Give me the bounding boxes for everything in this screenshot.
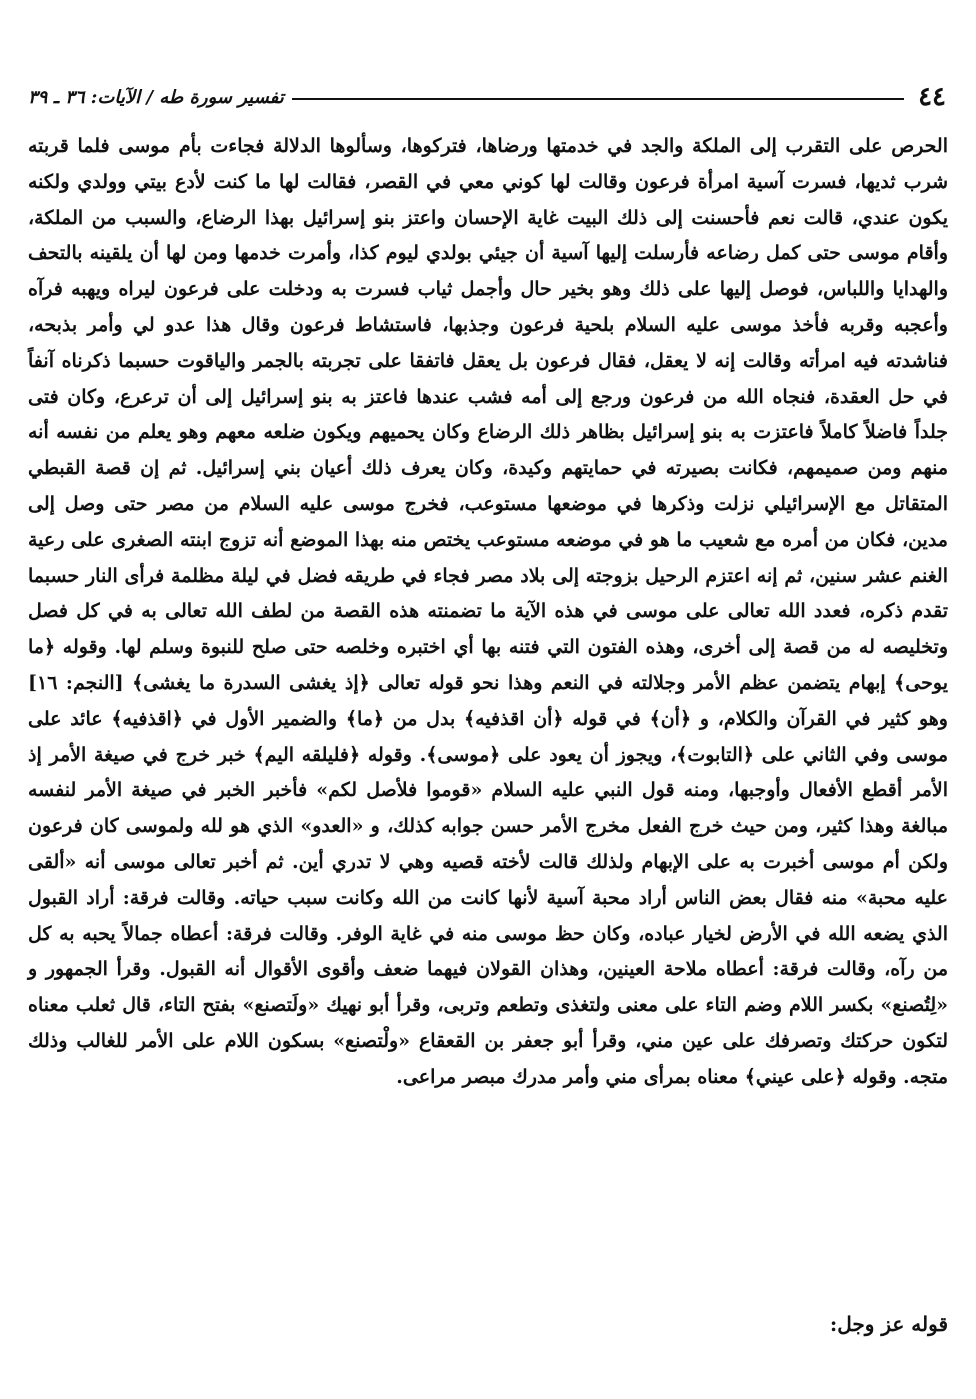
body-text [28, 129, 948, 1096]
body-paragraph: الحرص على التقرب إلى الملكة والجد في خدمتها ورضاها، فتركوها، وسألوها الدلالة فجاءت بأم موسى فلما قربته شرب ثديها، فسرت آسية امرأة فرعون وقالت لها كوني معي في القصر، فقالت لها ما كنت لأدع بيتي وولدي ولكنه يكون عندي، قالت نعم فأحسنت إلى ذلك البيت غاية الإحسان واعتز بنو إسرائيل بهذا الرضاع، والسبب من الملكة، وأقام موسى حتى كمل رضاعه فأرسلت إليها آسية أن جيئي بولدي ليوم كذا، وأمرت خدمها ومن لها أن يلقينه بالتحف والهدايا واللباس، فوصل إليها على ذلك وهو بخير حال وأجمل ثياب فسرت به ودخلت على فرعون ليراه ويهبه فرآه وأعجبه وقربه فأخذ موسى عليه السلام بلحية فرعون وجذبها، فاستشاط فرعون وقال هذا عدو لي وأمر بذبحه، فناشدته فيه امرأته وقالت إنه لا يعقل، فقال فرعون بل يعقل فاتفقا على تجربته بالجمر والياقوت حسبما ذكرناه آنفاً في حل العقدة، فنجاه الله من فرعون ورجع إلى أمه فشب عندها فاعتز به بنو إسرائيل إلى أن ترعرع، وكان فتى جلداً فاضلاً كاملاً فاعتزت به بنو إسرائيل بظاهر ذلك الرضاع وكان يحميهم ويكون ضلعه معهم وهو يعلم من نفسه أنه منهم ومن صميمهم، فكانت بصيرته في حمايتهم وكيدة، وكان يعرف ذلك أعيان بني إسرائيل. ثم إن قصة القبطي المتقاتل مع الإسرائيلي نزلت وذكرها في موضعها مستوعب، فخرج موسى عليه السلام من مصر حتى وصل إلى مدين، فكان من أمره مع شعيب ما هو في موضعه مستوعب يختص منه بهذا الموضع أنه تزوج ابنته الصغرى على رعية الغنم عشر سنين، ثم إنه اعتزم الرحيل بزوجته إلى بلاد مصر فجاء في طريقه فضل في ليلة مظلمة فرأى النار حسبما تقدم ذكره، فعدد الله تعالى على موسى في هذه الآية ما تضمنته هذه القصة من لطف الله تعالى به في كل فصل وتخليصه له من قصة إلى أخرى، وهذه الفتون التي فتنه بها أي اختبره وخلصه حتى صلح للنبوة وسلم لها. وقوله ﴿ما يوحى﴾ إبهام يتضمن عظم الأمر وجلالته في النعم وهذا نحو قوله تعالى ﴿إذ يغشى السدرة ما يغشى﴾ [النجم: ١٦] وهو كثير في القرآن والكلام، و ﴿أن﴾ في قوله ﴿أن اقذفيه﴾ بدل من ﴿ما﴾ والضمير الأول في ﴿اقذفيه﴾ عائد على موسى وفي الثاني على ﴿التابوت﴾، ويجوز أن يعود على ﴿موسى﴾. وقوله ﴿فليلقه اليم﴾ خبر خرج في صيغة الأمر إذ الأمر أقطع الأفعال وأوجبها، ومنه قول النبي عليه السلام «قوموا فلأصل لكم» فأخبر الخبر في صيغة الأمر لنفسه مبالغة وهذا كثير، ومن حيث خرج الفعل مخرج الأمر حسن جوابه كذلك، و «العدو» الذي هو لله ولموسى كان فرعون ولكن أم موسى أخبرت به على الإبهام ولذلك قالت لأخته قصيه وهي لا تدري أين. ثم أخبر تعالى موسى أنه «ألقى عليه محبة» منه فقال بعض الناس أراد محبة آسية لأنها كانت من الله وكانت سبب حياته. وقالت فرقة: أراد القبول الذي يضعه الله في الأرض لخيار عباده، وكان حظ موسى منه في غاية الوفر. وقالت فرقة: أعطاه جمالاً يحبه به كل من رآه، وقالت فرقة: أعطاه ملاحة العينين، وهذان القولان فيهما ضعف وأقوى الأقوال أنه القبول. وقرأ الجمهور و «لِتُصنع» بكسر اللام وضم التاء على معنى ولتغذى وتطعم وتربى، وقرأ أبو نهيك «ولَتصنع» بفتح التاء، قال ثعلب معناه لتكون حركتك وتصرفك على عين مني، وقرأ أبو جعفر بن القعقاع «ولْتصنع» بسكون اللام على الأمر للغالب وذلك متجه. وقوله ﴿على عيني﴾ معناه بمرأى مني وأمر مدرك مبصر مراعى. [28, 135, 948, 1088]
running-head-title: تفسير سورة طه / الآيات: ٣٦ ـ ٣٩ [28, 87, 284, 108]
header-rule [292, 98, 904, 100]
section-heading: قوله عز وجل: [829, 1312, 948, 1336]
page-number: ٤٤ [918, 82, 946, 112]
running-head [28, 82, 946, 118]
